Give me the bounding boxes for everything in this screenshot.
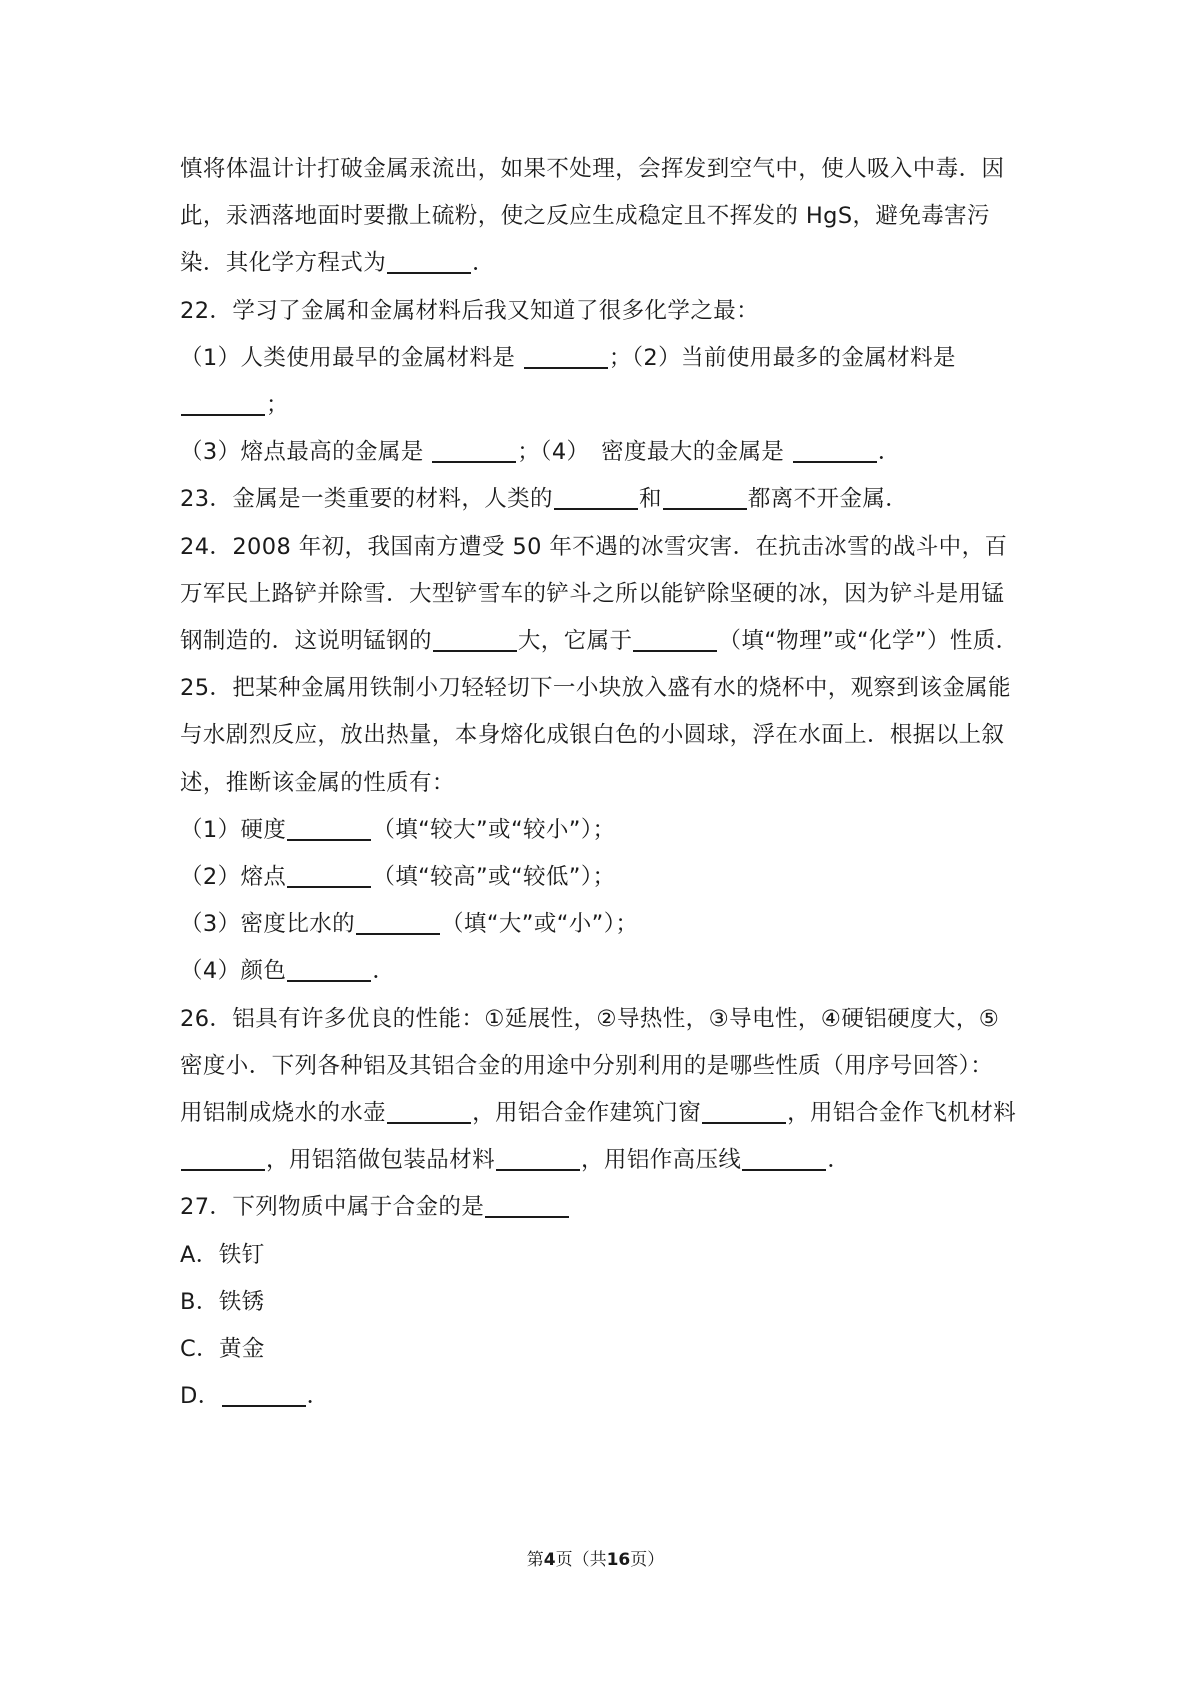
answer-blank xyxy=(181,1147,265,1172)
paragraph: （1）人类使用最早的金属材料是 ；（2）当前使用最多的金属材料是 ； xyxy=(180,344,964,419)
paragraph: （3）密度比水的 （填“大”或“小”）； xyxy=(180,911,639,938)
paragraph: A．铁钉 xyxy=(180,1241,265,1268)
paragraph: 22．学习了金属和金属材料后我又知道了很多化学之最： xyxy=(180,297,760,324)
paragraph: 24．2008 年初，我国南方遭受 50 年不遇的冰雪灾害．在抗击冰雪的战斗中，百万军民上路铲并除雪．大型铲雪车的铲斗之所以能铲除坚硬的冰，因为铲斗是用锰钢制造的．这说明锰钢的 大，它属于 （填“物理”或“化学”）性质． xyxy=(180,533,1019,655)
page-footer xyxy=(0,1545,1191,1570)
answer-blank xyxy=(702,1100,786,1125)
footer-middle: 页（共 xyxy=(555,1550,607,1570)
paragraph: D． ． xyxy=(180,1383,330,1410)
paragraph: （3）熔点最高的金属是 ；（4） 密度最大的金属是 ． xyxy=(180,439,901,466)
footer-prefix: 第 xyxy=(526,1550,544,1570)
answer-blank xyxy=(432,439,516,464)
answer-blank xyxy=(287,816,371,841)
paragraph: 23．金属是一类重要的材料，人类的 和 都离不开金属． xyxy=(180,486,909,513)
paragraph: B．铁锈 xyxy=(180,1288,265,1315)
question-content xyxy=(180,146,1020,1420)
paragraph: （4）颜色 ． xyxy=(180,958,396,985)
footer-total-pages: 16 xyxy=(606,1550,631,1570)
answer-blank xyxy=(287,864,371,889)
answer-blank xyxy=(181,392,265,417)
answer-blank xyxy=(496,1147,580,1172)
answer-blank xyxy=(793,439,877,464)
paragraph: 25．把某种金属用铁制小刀轻轻切下一小块放入盛有水的烧杯中，观察到该金属能与水剧烈反应，放出热量，本身熔化成银白色的小圆球，浮在水面上．根据以上叙述，推断该金属的性质有： xyxy=(180,675,1011,796)
paragraph: 慎将体温计计打破金属汞流出，如果不处理，会挥发到空气中，使人吸入中毒．因此，汞洒落地面时要撒上硫粉，使之反应生成稳定且不挥发的 HgS，避免毒害污染．其化学方程式为 ． xyxy=(180,156,1005,277)
footer-suffix: 页） xyxy=(630,1550,665,1570)
answer-blank xyxy=(485,1194,569,1219)
paragraph: （2）熔点 （填“较高”或“较低”）； xyxy=(180,864,616,891)
paragraph: 27．下列物质中属于合金的是 xyxy=(180,1184,1020,1231)
answer-blank xyxy=(387,1100,471,1125)
answer-blank xyxy=(633,628,717,653)
answer-blank xyxy=(222,1383,306,1408)
answer-blank xyxy=(356,911,440,936)
answer-blank xyxy=(742,1147,826,1172)
answer-blank xyxy=(524,344,608,369)
answer-blank xyxy=(387,250,471,275)
paragraph: C．黄金 xyxy=(180,1336,265,1363)
answer-blank xyxy=(287,958,371,983)
answer-blank xyxy=(433,628,517,653)
footer-page-number: 4 xyxy=(543,1550,556,1570)
paragraph: （1）硬度 （填“较大”或“较小”）； xyxy=(180,816,616,843)
answer-blank xyxy=(554,486,638,511)
paragraph: 26．铝具有许多优良的性能：①延展性，②导热性，③导电性，④硬铝硬度大，⑤密度小．下列各种铝及其铝合金的用途中分别利用的是哪些性质（用序号回答）： xyxy=(180,1005,1000,1079)
paragraph: 用铝制成烧水的水壶 ，用铝合金作建筑门窗 ，用铝合金作飞机材料，用铝箔做包装品材料 ，用铝作高压线 ． xyxy=(180,1100,1017,1174)
answer-blank xyxy=(663,486,747,511)
